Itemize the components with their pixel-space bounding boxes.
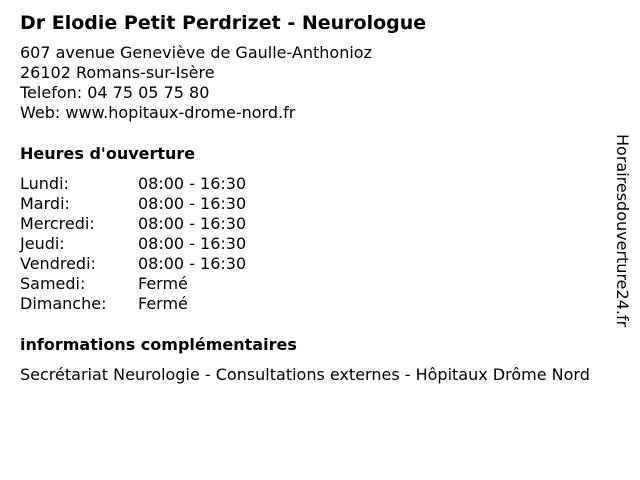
additional-info-heading: informations complémentaires	[20, 335, 297, 354]
day-label: Mardi:	[20, 194, 70, 213]
phone-number: Telefon: 04 75 05 75 80	[20, 83, 210, 102]
website: Web: www.hopitaux-drome-nord.fr	[20, 103, 296, 122]
day-hours: 08:00 - 16:30	[138, 194, 247, 213]
day-label: Vendredi:	[20, 254, 96, 273]
page-title: Dr Elodie Petit Perdrizet - Neurologue	[20, 12, 427, 34]
opening-hours-heading: Heures d'ouverture	[20, 144, 196, 163]
day-hours: Fermé	[138, 294, 188, 313]
hours-row-sunday	[20, 294, 610, 314]
site-watermark: Horairesdouverture24.fr	[613, 134, 632, 328]
day-label: Lundi:	[20, 174, 69, 193]
listing-card	[20, 10, 610, 385]
day-hours: 08:00 - 16:30	[138, 214, 247, 233]
day-hours: 08:00 - 16:30	[138, 254, 247, 273]
street-address: 607 avenue Geneviève de Gaulle-Anthonioz	[20, 43, 372, 62]
opening-hours-table	[20, 174, 610, 314]
day-label: Samedi:	[20, 274, 86, 293]
hours-row-thursday	[20, 234, 610, 254]
day-hours: 08:00 - 16:30	[138, 234, 247, 253]
address-block	[20, 43, 610, 123]
hours-row-friday	[20, 254, 610, 274]
hours-row-monday	[20, 174, 610, 194]
day-label: Dimanche:	[20, 294, 107, 313]
day-hours: Fermé	[138, 274, 188, 293]
day-hours: 08:00 - 16:30	[138, 174, 247, 193]
day-label: Mercredi:	[20, 214, 95, 233]
hours-row-wednesday	[20, 214, 610, 234]
hours-row-tuesday	[20, 194, 610, 214]
day-label: Jeudi:	[20, 234, 65, 253]
hours-row-saturday	[20, 274, 610, 294]
city-address: 26102 Romans-sur-Isère	[20, 63, 215, 82]
additional-info-text: Secrétariat Neurologie - Consultations externes - Hôpitaux Drôme Nord	[20, 365, 590, 384]
